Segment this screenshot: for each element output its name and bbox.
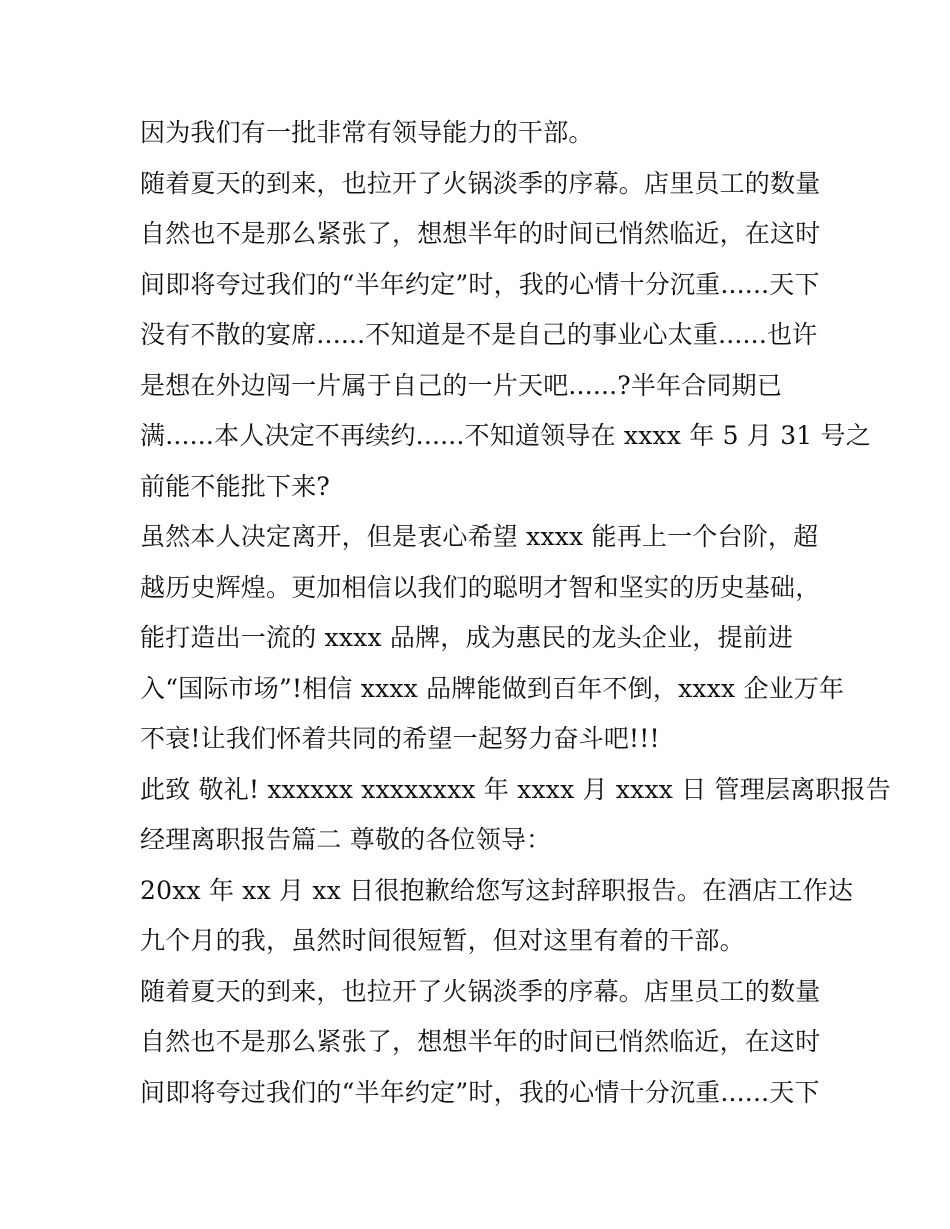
text-line: 随着夏天的到来，也拉开了火锅淡季的序幕。店里员工的数量 — [140, 168, 821, 198]
text-line: 没有不散的宴席......不知道是不是自己的事业心太重......也许 — [140, 320, 818, 349]
text-line: 间即将夸过我们的“半年约定”时，我的心情十分沉重......天下 — [140, 1077, 820, 1107]
text-line: 经理离职报告篇二 尊敬的各位领导： — [140, 825, 552, 854]
text-line: 能打造出一流的 xxxx 品牌，成为惠民的龙头企业，提前进 — [140, 623, 794, 652]
text-line: 此致 敬礼! xxxxxx xxxxxxxx 年 xxxx 月 xxxx 日 管理层离职报告 — [140, 774, 891, 804]
text-line: 随着夏天的到来，也拉开了火锅淡季的序幕。店里员工的数量 — [140, 976, 821, 1006]
text-line: 是想在外边闯一片属于自己的一片天吧......?半年合同期已 — [140, 370, 783, 400]
text-line: 虽然本人决定离开，但是衷心希望 xxxx 能再上一个台阶，超 — [140, 522, 819, 551]
text-line: 自然也不是那么紧张了，想想半年的时间已悄然临近，在这时 — [140, 219, 821, 248]
text-line: 入“国际市场”!相信 xxxx 品牌能做到百年不倒，xxxx 企业万年 — [140, 673, 845, 703]
text-line: 九个月的我，虽然时间很短暂，但对这里有着的干部。 — [140, 926, 745, 955]
text-line: 间即将夸过我们的“半年约定”时，我的心情十分沉重......天下 — [140, 269, 820, 299]
text-line: 前能不能批下来? — [140, 471, 331, 501]
text-line: 20xx 年 xx 月 xx 日很抱歉给您写这封辞职报告。在酒店工作达 — [140, 875, 854, 905]
text-line: 越历史辉煌。更加相信以我们的聪明才智和坚实的历史基础， — [140, 572, 821, 602]
document-body — [140, 108, 891, 1118]
text-line: 因为我们有一批非常有领导能力的干部。 — [140, 118, 594, 147]
text-line: 不衰!让我们怀着共同的希望一起努力奋斗吧!!! — [140, 724, 660, 753]
text-line: 满......本人决定不再续约......不知道领导在 xxxx 年 5 月 31 号之 — [140, 421, 871, 450]
text-line: 自然也不是那么紧张了，想想半年的时间已悄然临近，在这时 — [140, 1027, 821, 1056]
